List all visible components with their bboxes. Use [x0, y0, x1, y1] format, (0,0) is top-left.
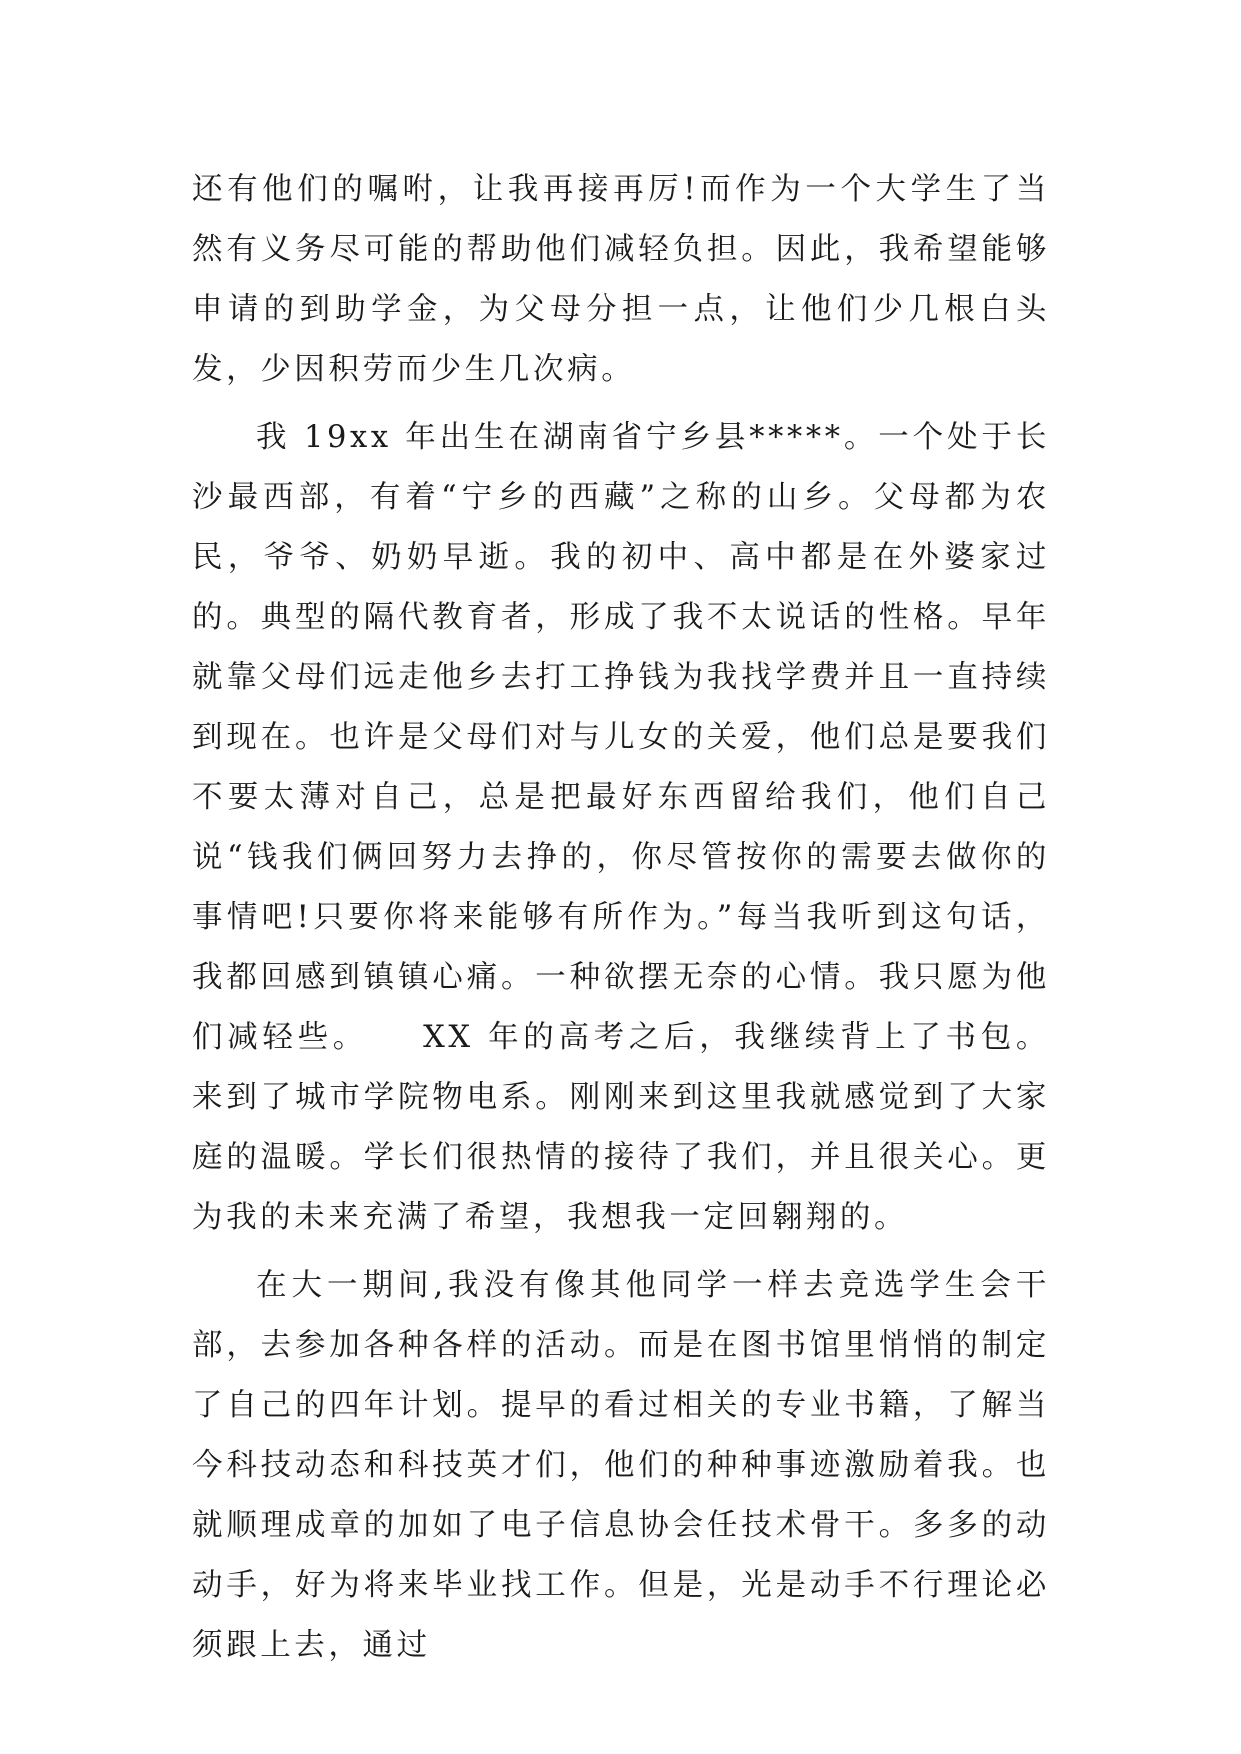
paragraph-3: 在大一期间,我没有像其他同学一样去竞选学生会干部，去参加各种各样的活动。而是在图书馆里悄悄的制定了自己的四年计划。提早的看过相关的专业书籍，了解当今科技动态和科技英才们，他们的种种事迹激励着我。也就顺理成章的加如了电子信息协会任技术骨干。多多的动动手，好为将来毕业找工作。但是，光是动手不行理论必须跟上去，通过 — [192, 1268, 1050, 1663]
paragraph-1: 还有他们的嘱咐，让我再接再厉!而作为一个大学生了当然有义务尽可能的帮助他们减轻负担。因此，我希望能够申请的到助学金，为父母分担一点，让他们少几根白头发，少因积劳而少生几次病。 — [192, 172, 1050, 387]
paragraph-2: 我 19xx 年出生在湖南省宁乡县*****。一个处于长沙最西部，有着“宁乡的西藏”之称的山乡。父母都为农民，爷爷、奶奶早逝。我的初中、高中都是在外婆家过的。典型的隔代教育者，形成了我不太说话的性格。早年就靠父母们远走他乡去打工挣钱为我找学费并且一直持续到现在。也许是父母们对与儿女的关爱，他们总是要我们不要太薄对自己，总是把最好东西留给我们，他们自己说“钱我们俩回努力去挣的，你尽管按你的需要去做你的事情吧!只要你将来能够有所作为。”每当我听到这句话，我都回感到镇镇心痛。一种欲摆无奈的心情。我只愿为他们减轻些。 XX 年的高考之后，我继续背上了书包。来到了城市学院物电系。刚刚来到这里我就感觉到了大家庭的温暖。学长们很热情的接待了我们，并且很关心。更为我的未来充满了希望，我想我一定回翱翔的。 — [192, 420, 1050, 1235]
document-body — [192, 160, 1050, 1676]
